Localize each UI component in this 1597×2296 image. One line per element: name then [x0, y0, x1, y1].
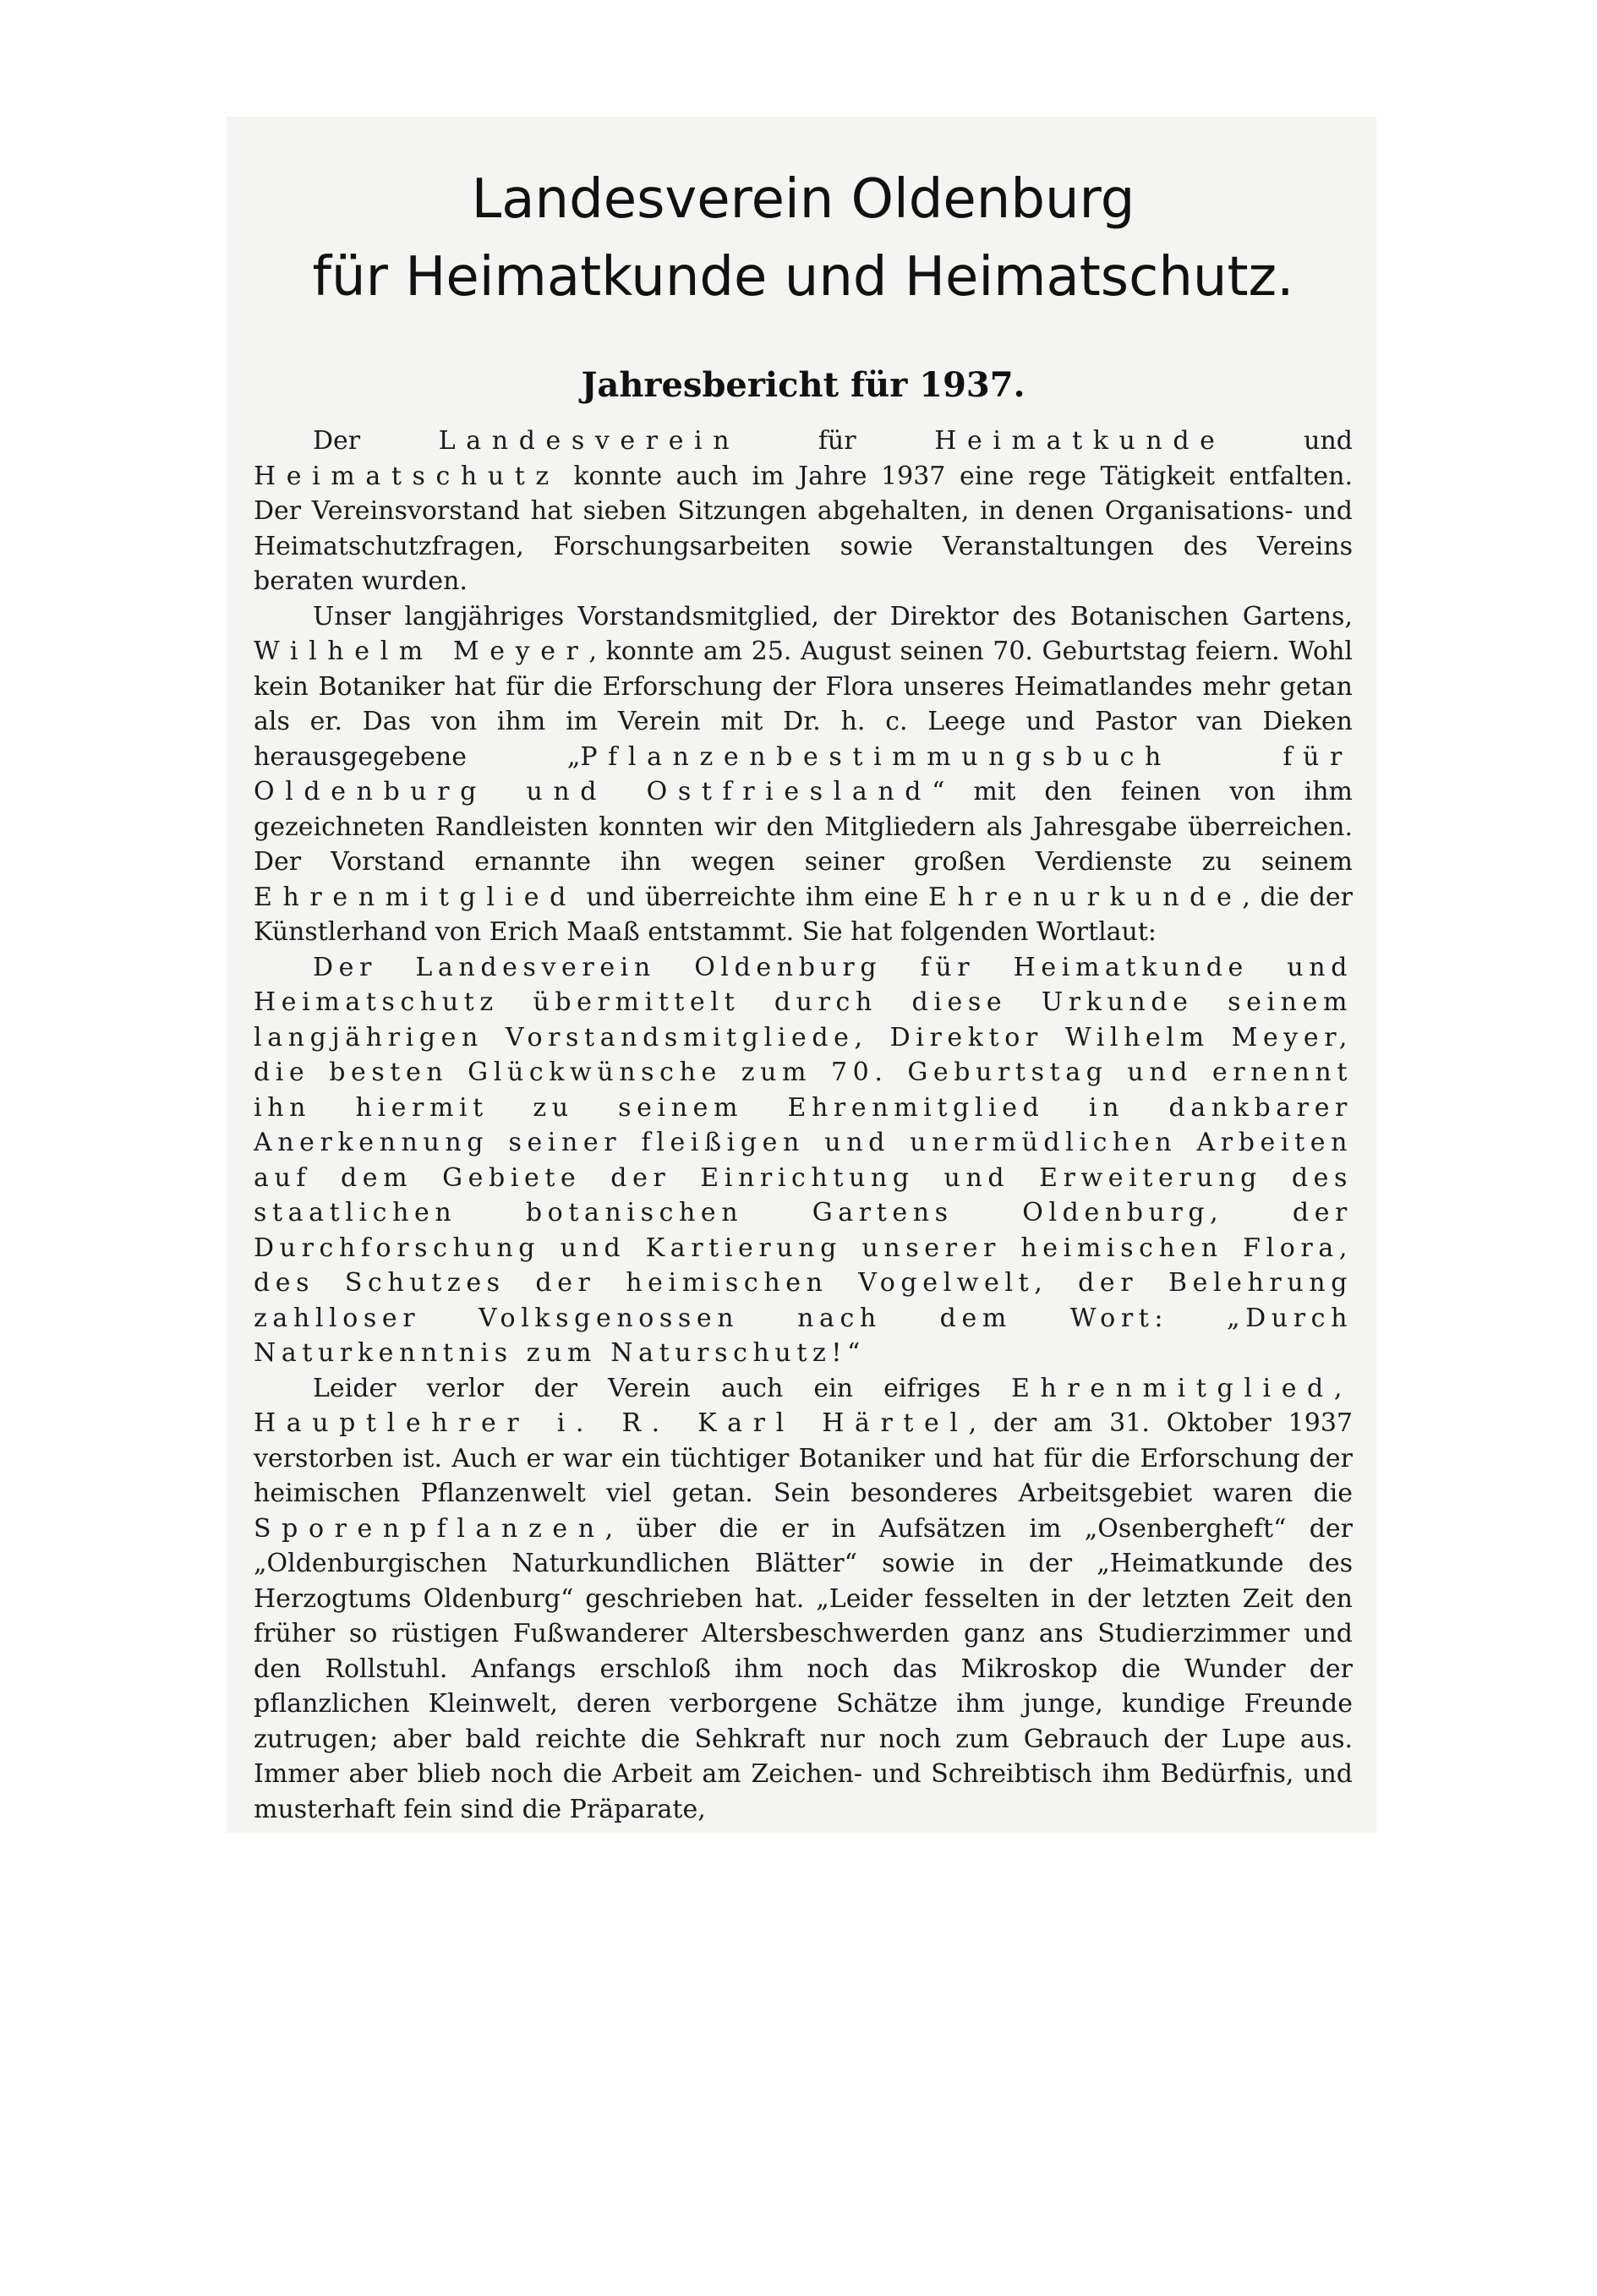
spaced-term: Heimatschutz: [254, 461, 560, 491]
paragraph-wilhelm-meyer: [254, 599, 1353, 950]
spaced-name: Ehrenmitglied, Hauptlehrer i. R. Karl Härtel: [254, 1373, 1353, 1438]
paragraph-certificate-wording: Der Landesverein Oldenburg für Heimatkunde und Heimatschutz übermittelt durch diese Urkunde seinem langjährigen Vorstandsmitgliede, Direktor Wilhelm Meyer, die besten Glückwünsche zum 70. Geburtstag und ernennt ihn hiermit zu seinem Ehrenmitglied in dankbarer Anerkennung seiner fleißigen und unermüdlichen Arbeiten auf dem Gebiete der Einrichtung und Erweiterung des staatlichen botanischen Gartens Oldenburg, der Durchforschung und Kartierung unserer heimischen Flora, des Schutzes der heimischen Vogelwelt, der Belehrung zahlloser Volksgenossen nach dem Wort: „Durch Naturkenntnis zum Naturschutz!“: [254, 952, 1353, 1368]
text-run: Unser langjähriges Vorstandsmitglied, der Direktor des Botanischen Gartens,: [313, 601, 1353, 631]
spaced-term: Landesverein: [438, 426, 741, 456]
text-run: “ mit den feinen von ihm gezeichneten Randleisten konnten wir den Mitgliedern als Jahresgabe überreichen. Der Vorstand ernannte ihn wegen seiner großen Verdienste zu seinem: [254, 777, 1353, 877]
text-run: , der am 31. Oktober 1937 verstorben ist. Auch er war ein tüchtiger Botaniker und hat für die Erforschung der heimischen Pflanzenwelt viel getan. Sein besonderes Arbeitsgebiet waren die: [254, 1408, 1353, 1508]
text-run: und überreichte ihm eine: [576, 882, 929, 912]
text-run: und: [1225, 426, 1353, 456]
spaced-term: Ehrenurkunde: [928, 882, 1243, 912]
spaced-name: Wilhelm Meyer: [254, 637, 589, 666]
paragraph-karl-haertel: [254, 1371, 1353, 1828]
title-line-1: Landesverein Oldenburg: [471, 168, 1135, 231]
title-line-2: für Heimatkunde und Heimatschutz.: [312, 246, 1294, 309]
spaced-term: Ehrenmitglied: [254, 882, 577, 912]
text-run: für: [740, 426, 935, 456]
spaced-term: Heimatkunde: [934, 426, 1226, 456]
text-run: , konnte am 25. August seinen 70. Geburtstag feiern. Wohl kein Botaniker hat für die Erforschung der Flora unseres Heimatlandes mehr getan als er. Das von ihm im Verein mit Dr. h. c. Leege und Pastor van Dieken herausgegebene „: [254, 637, 1353, 772]
spaced-term: Sporenpflanzen: [254, 1513, 605, 1544]
report-heading: Jahresbericht für 1937.: [581, 365, 1025, 405]
document-title: [254, 161, 1353, 316]
paragraph-activities: [254, 424, 1353, 599]
text-run: Leider verlor der Verein auch ein eifriges: [313, 1373, 1011, 1403]
text-run: konnte auch im Jahre 1937 eine rege Tätigkeit entfalten. Der Vereinsvorstand hat sieben Sitzungen abgehalten, in denen Organisations- und Heimatschutzfragen, Forschungsarbeiten sowie Veranstaltungen des Vereins beraten wurden.: [254, 461, 1353, 596]
text-run: , über die er in Aufsätzen im „Osenbergheft“ der „Oldenburgischen Naturkundlichen Blätter“ sowie in der „Heimatkunde des Herzogtums Oldenburg“ geschrieben hat. „Leider fesselten in der letzten Zeit den früher so rüstigen Fußwanderer Altersbeschwerden ganz ans Studierzimmer und den Rollstuhl. Anfangs erschloß ihm noch das Mikroskop die Wunder der pflanzlichen Kleinwelt, deren verborgene Schätze ihm junge, kundige Freunde zutrugen; aber bald reichte die Sehkraft nur noch zum Gebrauch der Lupe aus. Immer aber blieb noch die Arbeit am Zeichen- und Schreibtisch ihm Bedürfnis, und musterhaft fein sind die Präparate,: [254, 1513, 1353, 1824]
spaced-book-title: Pflanzenbestimmungsbuch für Oldenburg und Ostfriesland: [254, 741, 1353, 806]
text-run: Der: [313, 426, 439, 456]
text-run: , die der Künstlerhand von Erich Maaß entstammt. Sie hat folgenden Wortlaut:: [254, 882, 1354, 947]
document-body: [254, 161, 1353, 1827]
